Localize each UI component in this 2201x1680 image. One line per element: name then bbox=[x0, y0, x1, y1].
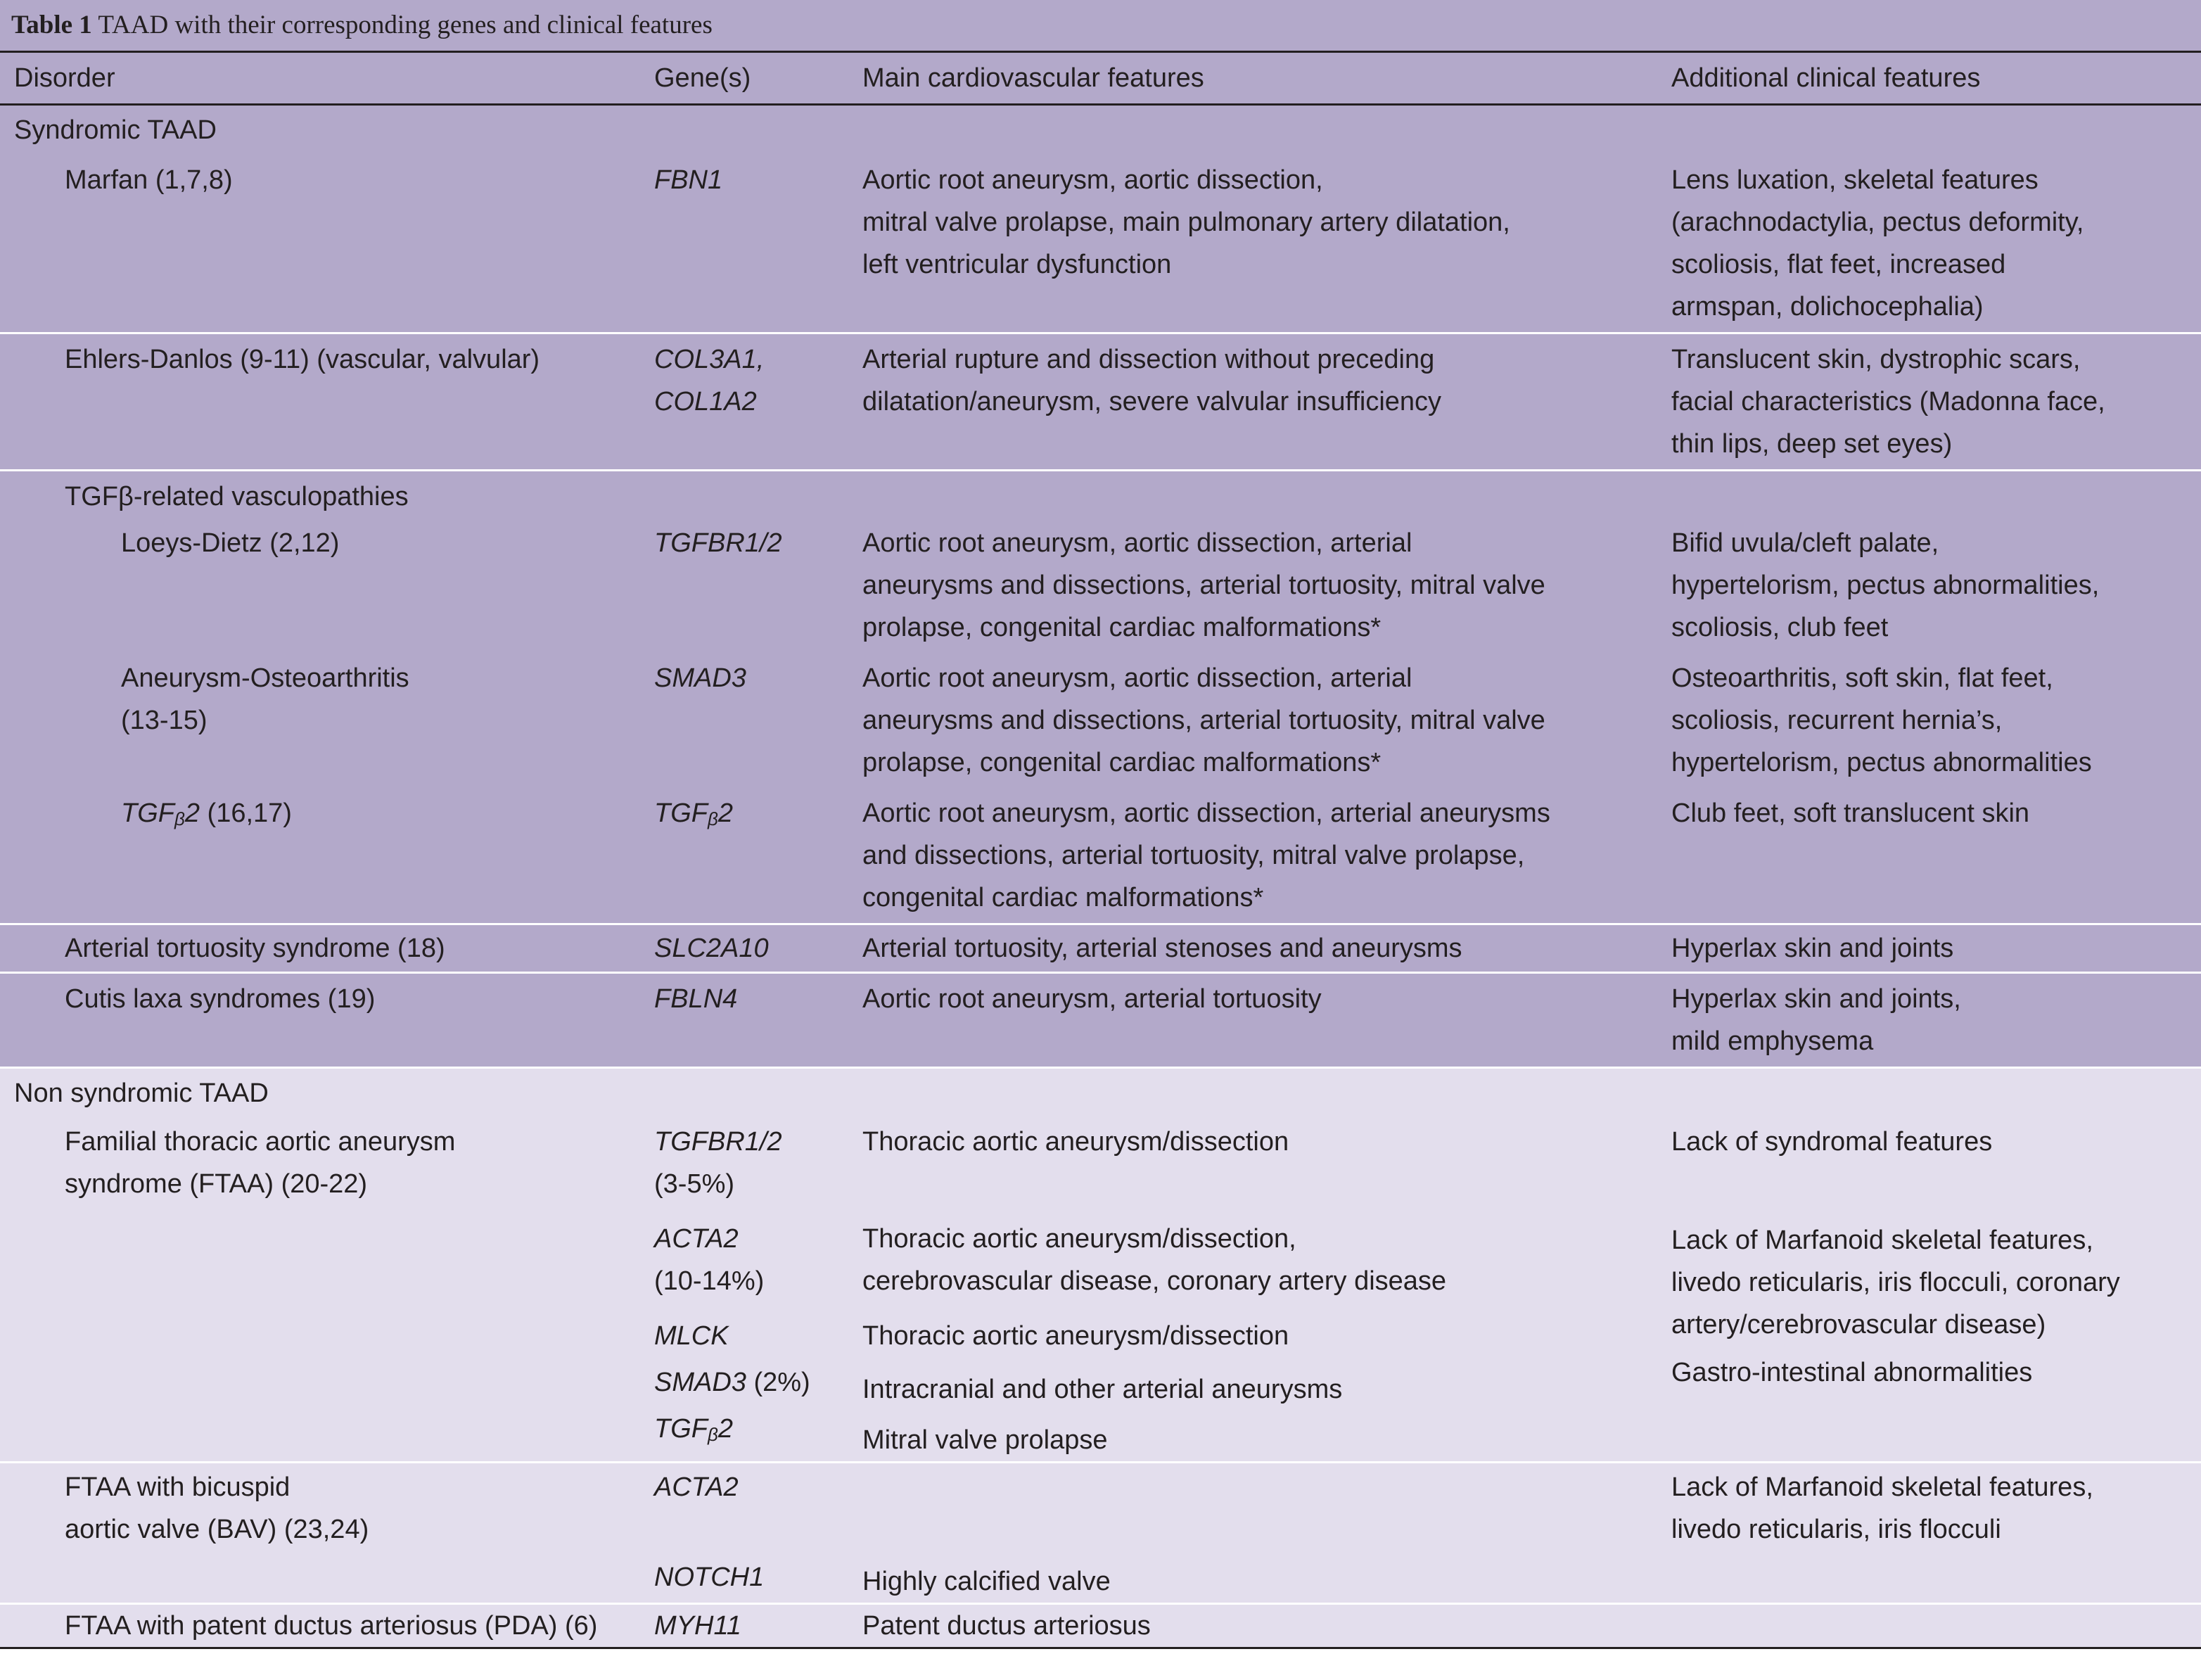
additional-features-cell: Lack of syndromal features Lack of Marfanoid skeletal features, livedo reticularis, iris flocculi, coronary artery/cerebrovascular disease) Gastro-intestinal abnormalities bbox=[1671, 1127, 2120, 1387]
disorder-cell: FTAA with bicuspid aortic valve (BAV) (23,24) bbox=[0, 1463, 642, 1604]
table-label: Table 1 bbox=[11, 11, 92, 39]
gene-cell: $TGF_\beta 2$ bbox=[654, 798, 733, 829]
additional-features-cell: Lens luxation, skeletal features (arachnodactylia, pectus deformity, scoliosis, flat feet, increased armspan, dolichocephalia) bbox=[1671, 165, 2084, 322]
disorder-cell: Aneurysm-Osteoarthritis (13-15) bbox=[121, 663, 409, 735]
main-features-cell: Aortic root aneurysm, aortic dissection, arterial aneurysms and dissections, arterial tortuosity, mitral valve prolapse, congenital cardiac malformations* bbox=[862, 663, 1545, 777]
additional-features-cell: Club feet, soft translucent skin bbox=[1671, 798, 2030, 828]
disorder-cell: Ehlers-Danlos (9-11) (vascular, valvular) bbox=[0, 333, 642, 471]
gene-cell: ACTA2 NOTCH1 bbox=[642, 1463, 851, 1604]
table-row bbox=[0, 1118, 2201, 1463]
gene-cell: FBN1 bbox=[654, 165, 723, 195]
gene-cell: FBLN4 bbox=[642, 973, 851, 1068]
main-features-cell: Thoracic aortic aneurysm/dissection Thoracic aortic aneurysm/dissection, cerebrovascular disease, coronary artery disease Thoracic aortic aneurysm/dissection Intracranial and other arterial aneurysms Mitral valve prolapse bbox=[862, 1127, 1447, 1455]
table-row bbox=[0, 784, 2201, 924]
main-features-cell: Patent ductus arteriosus bbox=[851, 1604, 1660, 1648]
table-row bbox=[0, 333, 2201, 471]
additional-features-cell: Lack of Marfanoid skeletal features, livedo reticularis, iris flocculi bbox=[1660, 1463, 2201, 1604]
disorder-cell: Loeys-Dietz (2,12) bbox=[121, 528, 340, 558]
main-features-cell: Aortic root aneurysm, aortic dissection, arterial aneurysms and dissections, arterial tortuosity, mitral valve prolapse, congenital cardiac malformations* bbox=[862, 528, 1545, 642]
gene-cell: SMAD3 bbox=[654, 663, 746, 693]
header-disorder: Disorder bbox=[0, 52, 642, 105]
disorder-cell: Cutis laxa syndromes (19) bbox=[0, 973, 642, 1068]
gene-cell: COL3A1, COL1A2 bbox=[642, 333, 851, 471]
additional-features-cell: Hyperlax skin and joints, mild emphysema bbox=[1660, 973, 2201, 1068]
additional-features-cell bbox=[1660, 1604, 2201, 1648]
taad-table bbox=[0, 51, 2201, 1649]
disorder-cell: Familial thoracic aortic aneurysm syndrome (FTAA) (20-22) bbox=[65, 1127, 456, 1199]
main-features-cell: Aortic root aneurysm, aortic dissection, arterial aneurysms and dissections, arterial tortuosity, mitral valve prolapse, congenital cardiac malformations* bbox=[862, 798, 1550, 912]
section-label-non-syndromic: Non syndromic TAAD bbox=[0, 1068, 2201, 1119]
table-title: TAAD with their corresponding genes and clinical features bbox=[98, 11, 713, 39]
disorder-cell: Marfan (1,7,8) bbox=[65, 165, 233, 195]
table-row bbox=[0, 1463, 2201, 1604]
main-features-cell: Aortic root aneurysm, arterial tortuosity bbox=[851, 973, 1660, 1068]
header-main-features: Main cardiovascular features bbox=[851, 52, 1660, 105]
main-features-cell: Arterial tortuosity, arterial stenoses and aneurysms bbox=[851, 924, 1660, 973]
additional-features-cell: Hyperlax skin and joints bbox=[1660, 924, 2201, 973]
additional-features-cell: Osteoarthritis, soft skin, flat feet, scoliosis, recurrent hernia’s, hypertelorism, pectus abnormalities bbox=[1671, 663, 2092, 777]
section-row-non-syndromic bbox=[0, 1068, 2201, 1119]
table-row bbox=[0, 155, 2201, 333]
gene-cell: MYH11 bbox=[642, 1604, 851, 1648]
additional-features-cell: Translucent skin, dystrophic scars, facial characteristics (Madonna face, thin lips, deep set eyes) bbox=[1660, 333, 2201, 471]
table-row bbox=[0, 1604, 2201, 1648]
main-features-cell: Aortic root aneurysm, aortic dissection, mitral valve prolapse, main pulmonary artery dilatation, left ventricular dysfunction bbox=[862, 165, 1510, 279]
table-caption bbox=[0, 0, 2201, 51]
gene-cell: TGFBR1/2 bbox=[654, 528, 782, 558]
table-row bbox=[0, 924, 2201, 973]
table-row bbox=[0, 973, 2201, 1068]
table-row bbox=[0, 471, 2201, 523]
section-row-syndromic bbox=[0, 105, 2201, 155]
gene-cell: SLC2A10 bbox=[642, 924, 851, 973]
gene-cell: TGFBR1/2 (3-5%) ACTA2 (10-14%) MLCK SMAD3 (2%) $TGF_\beta 2$ bbox=[654, 1127, 810, 1445]
disorder-cell: FTAA with patent ductus arteriosus (PDA) (6) bbox=[0, 1604, 642, 1648]
disorder-cell: Arterial tortuosity syndrome (18) bbox=[0, 924, 642, 973]
main-features-cell: Arterial rupture and dissection without preceding dilatation/aneurysm, severe valvular insufficiency bbox=[851, 333, 1660, 471]
header-row bbox=[0, 52, 2201, 105]
section-label-syndromic: Syndromic TAAD bbox=[14, 115, 217, 145]
additional-features-cell: Bifid uvula/cleft palate, hypertelorism, pectus abnormalities, scoliosis, club feet bbox=[1671, 528, 2100, 642]
header-genes: Gene(s) bbox=[642, 52, 851, 105]
main-features-cell: Highly calcified valve bbox=[851, 1463, 1660, 1604]
header-additional-features: Additional clinical features bbox=[1660, 52, 2201, 105]
table-row bbox=[0, 522, 2201, 649]
subgroup-label-tgfb: TGFβ-related vasculopathies bbox=[0, 471, 2201, 523]
disorder-cell: $TGF_\beta 2$ (16,17) bbox=[121, 798, 292, 829]
table-row bbox=[0, 649, 2201, 784]
